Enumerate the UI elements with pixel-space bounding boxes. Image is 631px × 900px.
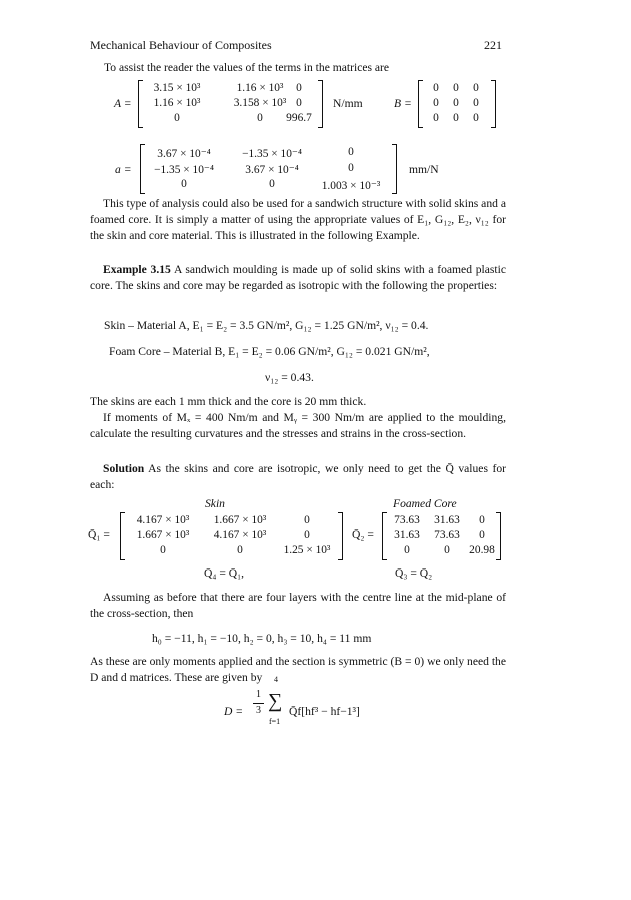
matrix-small-a-unit: mm/N: [409, 163, 439, 176]
q2-matrix-cell: 0: [479, 514, 485, 526]
matrix-a-cell: 0: [296, 82, 302, 94]
matrix-small-a-cell: 0: [348, 146, 354, 158]
matrix-small-a-cell: 1.003 × 10⁻³: [321, 180, 381, 192]
matrix-b-cell: 0: [433, 112, 439, 124]
q2-matrix-cell: 0: [444, 544, 450, 556]
q1-matrix-cell: 1.667 × 10³: [213, 514, 267, 526]
moments-paragraph: If moments of Mₓ = 400 Nm/m and Mᵧ = 300 Nm/m are applied to the moulding, calculate the resulting curvatures and the stresses and strains in the cross-section.: [90, 411, 506, 440]
matrix-b-cell: 0: [433, 97, 439, 109]
skin-properties: Skin – Material A, E₁ = E₂ = 3.5 GN/m², G₁₂ = 1.25 GN/m², ν₁₂ = 0.4.: [104, 319, 429, 332]
q1-label: Q̄₁ =: [88, 528, 110, 541]
d-formula-sum-top: 4: [274, 675, 278, 684]
q1-matrix-cell: 0: [304, 514, 310, 526]
thickness-text: The skins are each 1 mm thick and the core is 20 mm thick.: [90, 395, 367, 408]
d-formula-fraction-den: 3: [256, 705, 261, 716]
q1-matrix-cell: 4.167 × 10³: [136, 514, 190, 526]
sum-sign-icon: ∑: [268, 690, 283, 712]
example-label: Example 3.15: [103, 263, 171, 276]
q4-equation: Q̄₄ = Q̄₁,: [204, 567, 245, 580]
q3-equation: Q̄₃ = Q̄₂: [395, 567, 433, 580]
solution-text: As the skins and core are isotropic, we only need to get the Q̄ values for each:: [90, 462, 507, 491]
q1-matrix-cell: 0: [160, 544, 166, 556]
solution-paragraph: [90, 461, 506, 493]
skin-heading: Skin: [205, 497, 225, 510]
matrix-b-cell: 0: [473, 82, 479, 94]
matrix-small-a-cell: 3.67 × 10⁻⁴: [157, 148, 211, 160]
matrix-a-cell: 1.16 × 10³: [236, 82, 284, 94]
matrix-a-cell: 3.158 × 10³: [233, 97, 287, 109]
matrix-a-cell: 0: [174, 112, 180, 124]
d-formula-lhs: D =: [224, 705, 244, 718]
matrix-a-label: A =: [114, 97, 132, 110]
matrix-a-cell: 1.16 × 10³: [153, 97, 201, 109]
q1-matrix-cell: 4.167 × 10³: [213, 529, 267, 541]
q1-matrix-cell: 0: [304, 529, 310, 541]
matrix-a-cell: 0: [257, 112, 263, 124]
q1-matrix-cell: 1.25 × 10³: [283, 544, 331, 556]
q1-matrix-cell: 0: [237, 544, 243, 556]
matrix-small-a-label: a =: [115, 163, 132, 176]
matrix-small-a-cell: 3.67 × 10⁻⁴: [245, 164, 299, 176]
matrix-small-a-cell: 0: [348, 162, 354, 174]
matrix-b-cell: 0: [453, 112, 459, 124]
q2-matrix-cell: 0: [404, 544, 410, 556]
sandwich-paragraph: This type of analysis could also be used for a sandwich structure with solid skins and a foamed core. It is simply a matter of using the appropriate values of E₁, G₁₂, E₂, ν₁₂ for the skin and core material. This is illustrated in the following Example.: [90, 197, 506, 242]
core-poisson: ν₁₂ = 0.43.: [265, 371, 314, 384]
matrix-small-a-cell: −1.35 × 10⁻⁴: [242, 148, 302, 160]
q2-matrix-cell: 73.63: [394, 514, 420, 526]
matrix-small-a-cell: 0: [269, 178, 275, 190]
d-formula-sum-bottom: f=1: [269, 717, 281, 726]
d-formula-body: Q̄f[hf³ − hf−1³]: [289, 705, 360, 718]
h-values: h₀ = −11, h₁ = −10, h₂ = 0, h₃ = 10, h₄ = 11 mm: [152, 632, 372, 645]
q2-matrix-cell: 20.98: [469, 544, 495, 556]
core-properties: Foam Core – Material B, E₁ = E₂ = 0.06 GN/m², G₁₂ = 0.021 GN/m²,: [109, 345, 430, 358]
matrix-small-a-cell: −1.35 × 10⁻⁴: [154, 164, 214, 176]
matrix-b-cell: 0: [453, 82, 459, 94]
q2-matrix-cell: 31.63: [434, 514, 460, 526]
matrix-a-unit: N/mm: [333, 97, 363, 110]
matrix-a-cell: 0: [296, 97, 302, 109]
q1-matrix-cell: 1.667 × 10³: [136, 529, 190, 541]
intro-text: To assist the reader the values of the terms in the matrices are: [104, 61, 390, 74]
d-formula-fraction-num: 1: [256, 689, 261, 700]
matrix-b-label: B =: [394, 97, 412, 110]
matrix-a-cell: 996.7: [286, 112, 312, 124]
example-text: A sandwich moulding is made up of solid skins with a foamed plastic core. The skins and core may be regarded as isotropic with the following the properties:: [90, 263, 506, 292]
matrix-b-cell: 0: [473, 97, 479, 109]
matrix-a-cell: 3.15 × 10³: [153, 82, 201, 94]
dmatrix-paragraph: As these are only moments applied and the section is symmetric (B = 0) we only need the D and d matrices. These are given by: [90, 655, 506, 684]
d-formula-fraction-bar: [253, 703, 264, 704]
q2-label: Q̄₂ =: [352, 528, 374, 541]
solution-label: Solution: [103, 462, 145, 475]
matrix-small-a-cell: 0: [181, 178, 187, 190]
core-heading: Foamed Core: [393, 497, 457, 510]
matrix-b-cell: 0: [473, 112, 479, 124]
page-number: 221: [484, 38, 502, 52]
q2-matrix-cell: 31.63: [394, 529, 420, 541]
q2-matrix-cell: 0: [479, 529, 485, 541]
running-title: Mechanical Behaviour of Composites: [90, 38, 272, 52]
q2-matrix-cell: 73.63: [434, 529, 460, 541]
layers-paragraph: Assuming as before that there are four layers with the centre line at the mid-plane of the cross-section, then: [90, 591, 506, 620]
matrix-b-cell: 0: [433, 82, 439, 94]
example-paragraph: [90, 262, 506, 294]
matrix-b-cell: 0: [453, 97, 459, 109]
